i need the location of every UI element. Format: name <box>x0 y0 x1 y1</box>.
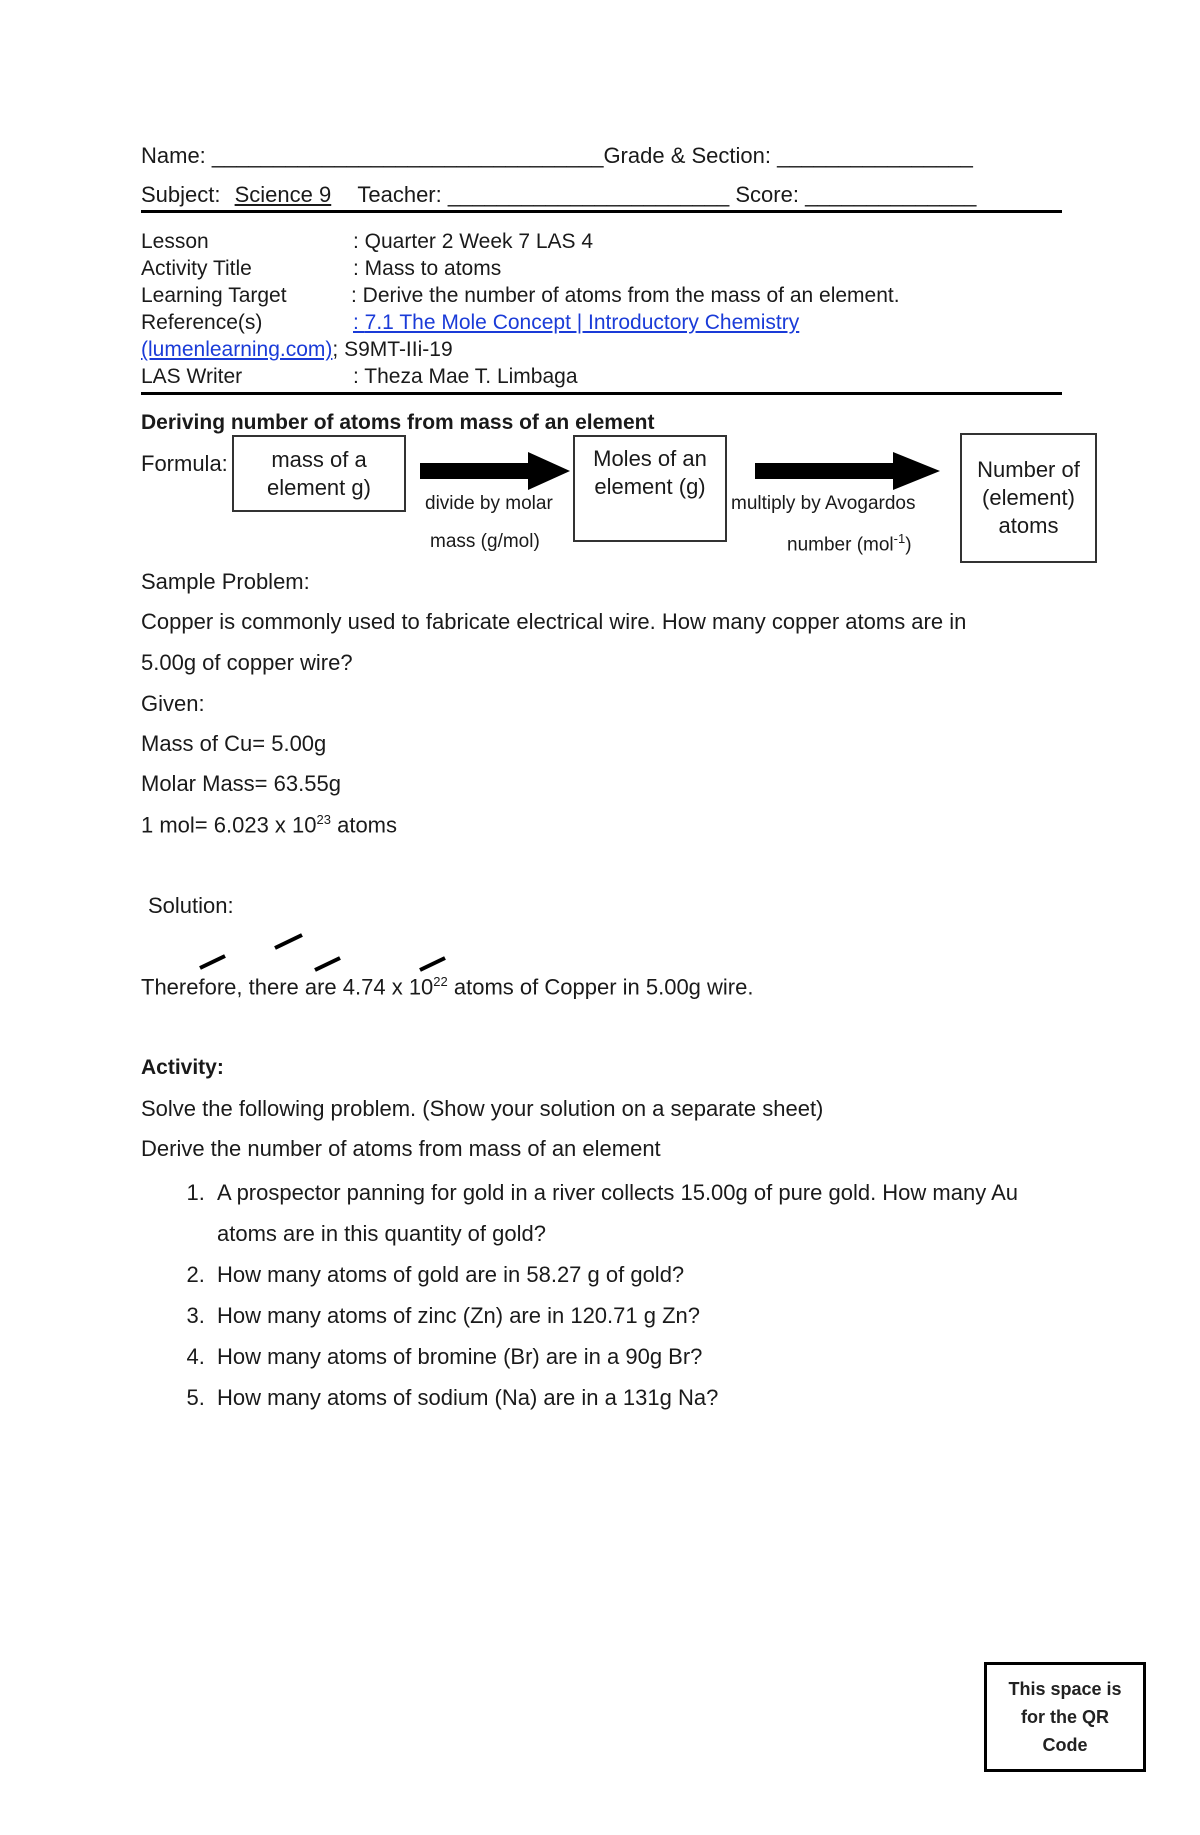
formula-box-moles-text: Moles of an element (g) <box>593 446 707 499</box>
sample-problem-line1: Copper is commonly used to fabricate electrical wire. How many copper atoms are in <box>141 609 967 634</box>
header-rule <box>141 210 1062 213</box>
reference-label: Reference(s) <box>141 311 263 334</box>
formula-box-atoms-text: Number of (element) atoms <box>977 457 1080 538</box>
qr-code-placeholder <box>984 1662 1146 1772</box>
reference-line <box>353 311 799 335</box>
activity-item-3: 3. How many atoms of zinc (Zn) are in 120.71 g Zn? <box>211 1295 1111 1336</box>
activity-list <box>141 1172 1111 1418</box>
given-avogadro: 1 mol= 6.023 x $10^{23}$ atoms <box>141 812 398 838</box>
reference-code: ; S9MT-IIi-19 <box>332 338 453 361</box>
given-label: Given: <box>141 691 205 716</box>
subject-value: Science 9 <box>234 182 332 207</box>
arrow-1-icon <box>420 450 570 492</box>
arrow-2-label-line1: multiply by Avogardos <box>731 493 916 514</box>
learning-target-label: Learning Target <box>141 284 287 307</box>
formula-box-mass <box>232 435 406 512</box>
formula-label: Formula: <box>141 451 228 476</box>
arrow-1-label-line1: divide by molar <box>425 493 553 514</box>
given-molar-mass: Molar Mass= 63.55g <box>141 771 341 796</box>
info-rule <box>141 392 1062 395</box>
lesson-label: Lesson <box>141 230 209 253</box>
formula-box-mass-text: mass of a element g) <box>267 446 371 500</box>
activity-title-label: Activity Title <box>141 257 252 280</box>
reference-colon: : <box>353 311 365 334</box>
name-grade-line: Name: ________________________________Grade & Section: ________________ <box>141 143 973 168</box>
reference-link-cont[interactable]: (lumenlearning.com) <box>141 338 333 361</box>
given-mass: Mass of Cu= 5.00g <box>141 731 327 756</box>
activity-item-2: 2. How many atoms of gold are in 58.27 g of gold? <box>211 1254 1111 1295</box>
arrow-1-label-line2: mass (g/mol) <box>430 531 540 552</box>
formula-box-atoms <box>960 433 1097 563</box>
therefore-statement: Therefore, there are 4.74 x $10^{22}$ atoms of Copper in 5.00g wire. <box>141 974 754 1000</box>
activity-title-value: : Mass to atoms <box>353 257 502 280</box>
arrow-2-icon <box>755 450 940 492</box>
activity-item-1: 1. A prospector panning for gold in a river collects 15.00g of pure gold. How many Au atoms are in this quantity of gold? <box>211 1172 1037 1254</box>
formula-box-moles <box>573 435 727 542</box>
sample-problem-line2: 5.00g of copper wire? <box>141 650 353 675</box>
solution-label: Solution: <box>148 893 234 918</box>
subject-label: Subject: <box>141 182 227 207</box>
reference-line-2 <box>141 338 453 362</box>
las-writer-label: LAS Writer <box>141 365 243 388</box>
activity-subtitle: Derive the number of atoms from mass of an element <box>141 1136 661 1161</box>
teacher-score: Teacher: _______________________ Score: ______________ <box>357 182 977 207</box>
activity-item-4: 4. How many atoms of bromine (Br) are in a 90g Br? <box>211 1336 1111 1377</box>
cancel-strokes-icon <box>195 928 455 974</box>
activity-item-5: 5. How many atoms of sodium (Na) are in a 131g Na? <box>211 1377 1111 1418</box>
qr-code-note: This space is for the QR Code <box>1008 1679 1122 1755</box>
reference-link[interactable]: 7.1 The Mole Concept | Introductory Chemistry <box>364 311 800 334</box>
subject-line <box>141 182 976 208</box>
activity-instruction: Solve the following problem. (Show your solution on a separate sheet) <box>141 1096 824 1121</box>
arrow-2-label-line2: number (mol$^{-1}$) <box>787 531 912 556</box>
section-title: Deriving number of atoms from mass of an element <box>141 411 655 434</box>
sample-heading: Sample Problem: <box>141 569 310 594</box>
activity-title: Activity: <box>141 1056 224 1079</box>
learning-target-value: : Derive the number of atoms from the mass of an element. <box>351 284 900 307</box>
las-writer-value: : Theza Mae T. Limbaga <box>353 365 578 388</box>
lesson-value: : Quarter 2 Week 7 LAS 4 <box>353 230 594 253</box>
